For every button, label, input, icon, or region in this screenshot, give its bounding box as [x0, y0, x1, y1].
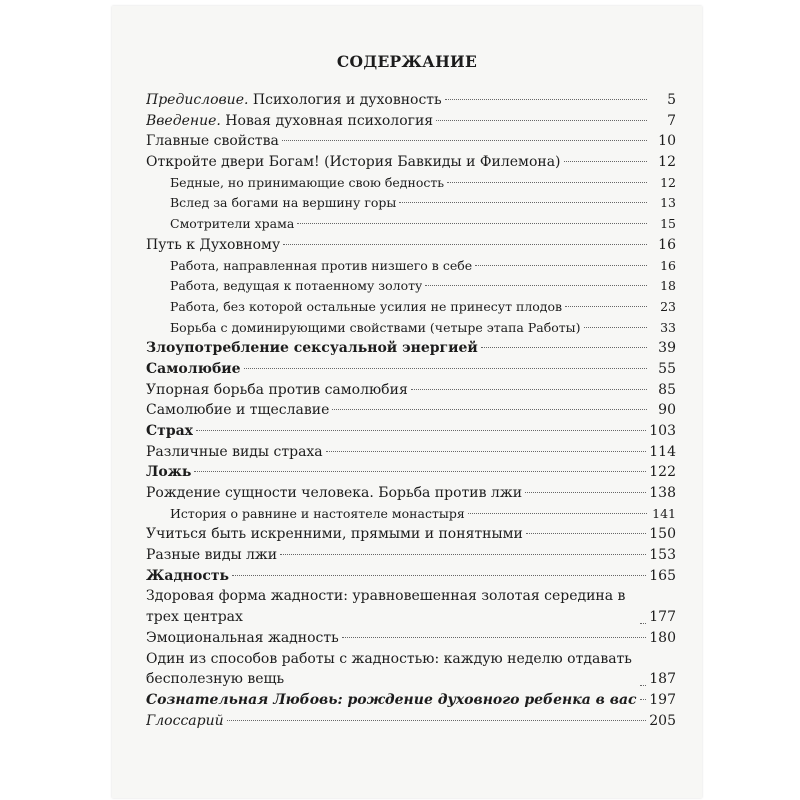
toc-entry [146, 524, 676, 545]
dot-leader [468, 513, 647, 514]
dot-leader [411, 389, 647, 390]
toc-entry-text: Работа, ведущая к потаенному золоту [170, 278, 423, 294]
toc-entry-title [170, 318, 581, 339]
toc-entry-text: Ложь [146, 464, 192, 481]
toc-page-number: 7 [667, 112, 676, 129]
toc-entry-text: Разные виды лжи [146, 547, 278, 564]
toc-entry-prefix: Введение. [146, 112, 221, 129]
toc-entry-text: Упорная борьба против самолюбия [146, 381, 408, 398]
toc-entry-text: Работа, без которой остальные усилия не принесут плодов [170, 298, 563, 314]
toc-entry-text: Смотрители храма [170, 216, 295, 232]
toc-entry-title [170, 276, 422, 297]
toc-entry [146, 214, 676, 235]
dot-leader [640, 623, 646, 624]
toc-entry-title [146, 462, 191, 483]
toc-entry-text: Работа, направленная против низшего в себе [170, 257, 473, 273]
toc-entry-title [170, 214, 294, 235]
dot-leader [565, 306, 647, 307]
toc-entry-title [170, 193, 396, 214]
toc-entry [146, 318, 676, 339]
dot-leader [399, 202, 647, 203]
dot-leader [425, 285, 647, 286]
toc-entry [146, 442, 676, 463]
toc-page-number: 153 [649, 547, 676, 564]
dot-leader [475, 265, 647, 266]
dot-leader [342, 637, 647, 638]
toc-entry-text: Страх [146, 423, 194, 439]
toc-page-number: 12 [660, 174, 676, 190]
toc-page-number: 10 [658, 133, 676, 150]
toc-entry [146, 297, 676, 318]
toc-page-number: 15 [660, 216, 676, 232]
toc-page-number: 55 [658, 360, 676, 377]
toc-entry-text: История о равнине и настоятеле монастыря [170, 505, 465, 521]
toc-entry-text: Борьба с доминирующими свойствами (четыре этапа Работы) [170, 319, 581, 335]
toc-entry [146, 276, 676, 297]
dot-leader [280, 554, 646, 555]
book-page [112, 6, 702, 798]
toc-entry-title [146, 524, 523, 545]
dot-leader [244, 368, 647, 369]
toc-entry-title [146, 628, 339, 649]
toc-entry [146, 483, 676, 504]
toc-page-number: 122 [649, 464, 676, 481]
toc-page-number: 18 [660, 278, 676, 294]
toc-entry [146, 504, 676, 525]
toc-page-number: 138 [649, 485, 676, 502]
dot-leader [332, 409, 647, 410]
toc-page-number: 85 [658, 381, 676, 398]
toc-entry [146, 131, 676, 152]
toc-entry-text: Жадность [146, 567, 230, 584]
toc-entry [146, 400, 676, 421]
toc-entry-text: Сознательная Любовь: рождение духовного ребенка в вас [146, 691, 637, 708]
toc-entry-title [146, 421, 193, 442]
dot-leader [196, 430, 646, 431]
toc-entry-title [170, 256, 472, 277]
dot-leader [640, 685, 646, 686]
dot-leader [447, 182, 647, 183]
toc-entry-title [146, 649, 637, 690]
toc-page-number: 103 [649, 423, 676, 439]
toc-entry [146, 173, 676, 194]
toc-entry-title [146, 111, 433, 132]
toc-page-number: 16 [658, 236, 676, 253]
toc-entry-text: Путь к Духовному [146, 236, 281, 253]
toc-page-number: 205 [649, 712, 676, 729]
toc-entry-text: Бедные, но принимающие свою бедность [170, 174, 445, 190]
toc-entry [146, 649, 676, 690]
toc-entry [146, 193, 676, 214]
toc-entry-title [146, 400, 329, 421]
toc-page-number: 187 [649, 671, 676, 688]
toc-page-number: 16 [660, 257, 676, 273]
toc-entry-text: Здоровая форма жадности: уравновешенная золотая середина в трех центрах [146, 588, 626, 626]
toc-entry [146, 235, 676, 256]
dot-leader [564, 161, 647, 162]
dot-leader [525, 492, 646, 493]
toc-entry-text: Самолюбие и тщеславие [146, 402, 330, 419]
toc-entry-title [170, 297, 562, 318]
dot-leader [584, 327, 648, 328]
toc-page-number: 90 [658, 402, 676, 419]
dot-leader [194, 471, 646, 472]
toc-entry-title [146, 90, 442, 111]
page-title: СОДЕРЖАНИЕ [336, 52, 478, 71]
toc-entry [146, 256, 676, 277]
toc-entry-title [146, 545, 277, 566]
toc-page-number: 197 [649, 691, 676, 708]
toc-entry-title [146, 442, 323, 463]
toc-entry [146, 359, 676, 380]
toc-page-number: 23 [660, 298, 676, 314]
toc-entry-text: Психология и духовность [248, 92, 442, 108]
toc-entry-text: Злоупотребление сексуальной энергией [146, 340, 478, 357]
toc-entry [146, 111, 676, 132]
toc-page-number: 13 [660, 195, 676, 211]
toc-entry [146, 566, 676, 587]
toc-entry-title [146, 380, 408, 401]
toc-entry [146, 380, 676, 401]
toc-entry-title [146, 483, 522, 504]
toc-entry-text: Глоссарий [146, 712, 224, 729]
toc-entry [146, 690, 676, 711]
dot-leader [326, 451, 647, 452]
toc-page-number: 114 [649, 443, 676, 460]
toc-page-number: 5 [667, 92, 676, 108]
toc-entry-title [146, 338, 478, 359]
toc-entry [146, 587, 676, 628]
toc-entry-text: Рождение сущности человека. Борьба против лжи [146, 485, 523, 502]
toc-entry-title [146, 359, 241, 380]
toc-entry [146, 545, 676, 566]
dot-leader [526, 533, 646, 534]
toc-page-number: 12 [658, 154, 676, 171]
toc-entry-title [146, 152, 561, 173]
toc-entry-title [146, 131, 279, 152]
toc-entry [146, 338, 676, 359]
toc-entry-title [146, 235, 280, 256]
toc-entry [146, 628, 676, 649]
toc-entry-title [170, 504, 465, 525]
dot-leader [232, 575, 646, 576]
toc-entry-title [146, 586, 637, 627]
dot-leader [436, 120, 647, 121]
toc-entry-text: Вслед за богами на вершину горы [170, 195, 397, 211]
toc-entry-title [170, 173, 444, 194]
toc-page-number: 180 [649, 629, 676, 646]
dot-leader [640, 699, 647, 700]
table-of-contents [146, 90, 676, 731]
toc-entry-title [146, 711, 224, 732]
toc-entry [146, 152, 676, 173]
dot-leader [283, 244, 647, 245]
dot-leader [445, 99, 647, 100]
toc-entry-text: Различные виды страха [146, 443, 323, 460]
toc-page-number: 141 [652, 505, 676, 521]
dot-leader [481, 347, 647, 348]
toc-page-number: 165 [649, 567, 676, 584]
toc-entry-title [146, 566, 229, 587]
toc-page-number: 39 [658, 340, 676, 357]
toc-page-number: 150 [649, 526, 676, 543]
toc-entry-text: Самолюбие [146, 360, 241, 377]
toc-entry [146, 421, 676, 442]
toc-entry-text: Учиться быть искренними, прямыми и понятными [146, 526, 523, 543]
toc-entry-text: Откройте двери Богам! (История Бавкиды и Филемона) [146, 154, 561, 171]
toc-page-number: 177 [649, 609, 676, 626]
toc-entry [146, 711, 676, 732]
toc-entry-text: Новая духовная психология [220, 112, 434, 129]
dot-leader [297, 223, 647, 224]
toc-page-number: 33 [660, 319, 676, 335]
toc-entry-text: Один из способов работы с жадностью: каждую неделю отдавать бесполезную вещь [146, 650, 632, 688]
toc-entry-text: Главные свойства [146, 133, 279, 150]
toc-entry [146, 90, 676, 111]
toc-entry-title [146, 690, 637, 711]
toc-entry-text: Эмоциональная жадность [146, 629, 339, 646]
dot-leader [282, 140, 647, 141]
toc-entry-prefix: Предисловие. [146, 92, 249, 108]
toc-entry [146, 462, 676, 483]
dot-leader [227, 720, 647, 721]
